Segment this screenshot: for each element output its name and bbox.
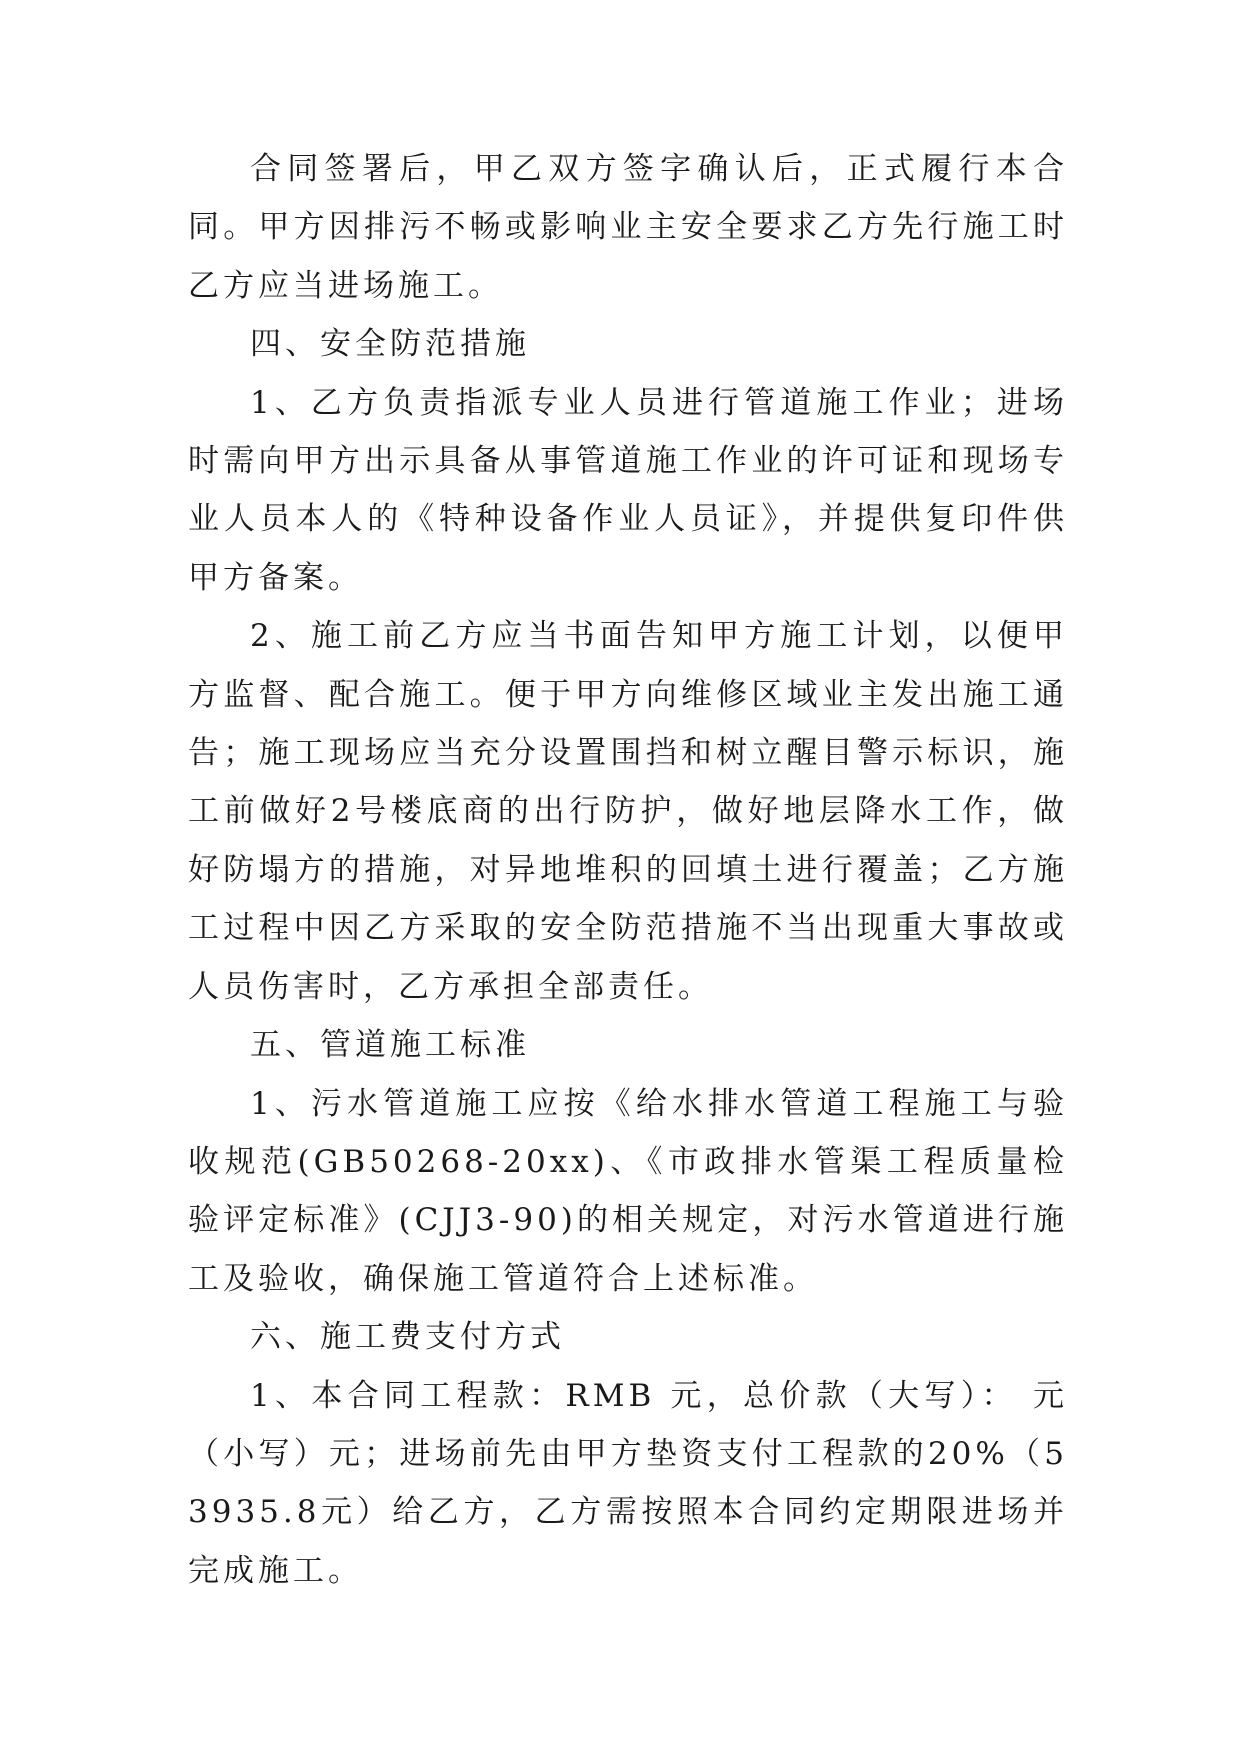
document-body — [188, 140, 1068, 1600]
heading-pipeline-standards: 五、管道施工标准 — [250, 1027, 530, 1064]
paragraph-signing: 合同签署后，甲乙双方签字确认后，正式履行本合同。甲方因排污不畅或影响业主安全要求乙方先行施工时乙方应当进场施工。 — [188, 151, 1068, 304]
paragraph-safety-1: 1、乙方负责指派专业人员进行管道施工作业；进场时需向甲方出示具备从事管道施工作业的许可证和现场专业人员本人的《特种设备作业人员证》，并提供复印件供甲方备案。 — [188, 384, 1068, 596]
paragraph-safety-2: 2、施工前乙方应当书面告知甲方施工计划，以便甲方监督、配合施工。便于甲方向维修区域业主发出施工通告；施工现场应当充分设置围挡和树立醒目警示标识，施工前做好2号楼底商的出行防护，做好地层降水工作，做好防塌方的措施，对异地堆积的回填土进行覆盖；乙方施工过程中因乙方采取的安全防范措施不当出现重大事故或人员伤害时，乙方承担全部责任。 — [188, 618, 1068, 1005]
paragraph-payment-1: 1、本合同工程款：RMB 元，总价款（大写）： 元 （小写）元；进场前先由甲方垫资支付工程款的20%（53935.8元）给乙方，乙方需按照本合同约定期限进场并完成施工。 — [188, 1377, 1068, 1589]
paragraph-standards-1: 1、污水管道施工应按《给水排水管道工程施工与验收规范(GB50268-20xx)、《市政排水管渠工程质量检验评定标准》(CJJ3-90)的相关规定，对污水管道进行施工及验收，确保施工管道符合上述标准。 — [188, 1085, 1068, 1297]
heading-safety-measures: 四、安全防范措施 — [250, 326, 530, 363]
heading-payment-method: 六、施工费支付方式 — [250, 1319, 565, 1356]
